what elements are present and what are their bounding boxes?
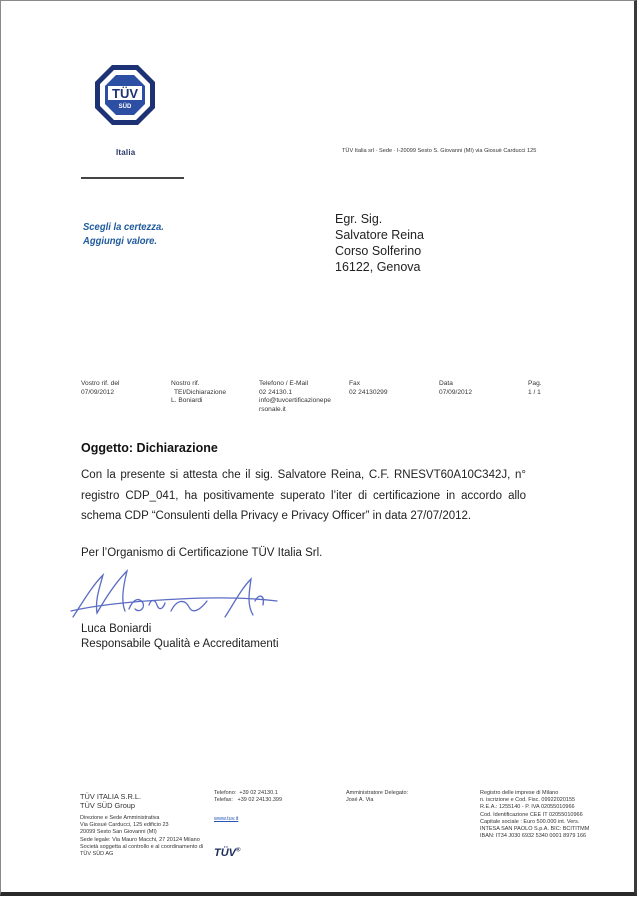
footer-line: 20099 Sesto San Giovanni (MI) [80,829,157,836]
footer-line: Via Giosuè Carducci, 125 edificio 23 [80,822,169,829]
tagline-line-2: Aggiungi valore. [83,235,158,247]
ref-label: Nostro rif. [171,380,200,387]
letter-body: Con la presente si attesta che il sig. Salvatore Reina, C.F. RNESVT60A10C342J, n° registro CDP_041, ha positivamente superato l’iter di certificazione in accordo allo schema CDP “Consulenti della Privacy e Privacy Officer” in data 27/07/2012. [81,469,526,522]
signer-role: Responsabile Qualità e Accreditamenti [81,638,279,650]
footer-line: Società soggetta al controllo e al coordinamento di [80,843,204,850]
ref-nostro [171,380,226,406]
ref-email: info@tuvcertificazionepe [259,397,331,404]
footer-line: Capitale sociale : Euro 500.000 int. Vers. [480,818,580,825]
footer-company [80,792,203,858]
recipient-block [335,211,424,275]
footer-registry [480,790,589,840]
footer-line: TÜV SÜD AG [80,851,114,858]
footer-line: Sede legale: Via Mauro Macchi, 27 20124 Milano [80,836,200,843]
tuv-wordmark-text: TÜV [214,847,236,859]
ref-fax [349,380,388,397]
ref-value: L. Boniardi [171,397,203,404]
logo-small-text: SÜD [118,104,132,110]
footer-company-name: TÜV ITALIA S.R.L. [80,792,142,801]
ref-email-cont: rsonale.it [259,405,286,413]
footer-management [346,790,408,804]
ref-value: 1 / 1 [528,388,541,396]
recipient-salutation: Egr. Sig. [335,212,383,226]
footer-line: R.E.A.: 1255140 - P. IVA 02055010966 [480,804,575,811]
footer-line: Registro delle imprese di Milano [480,790,559,796]
ref-label: Vostro rif. del [81,380,120,387]
tuv-logo [94,64,156,126]
ref-value: 07/09/2012 [81,388,115,396]
handwritten-signature [67,565,282,627]
footer-website-link[interactable]: www.tuv.it [214,816,239,823]
footer-line: n. iscrizione e Cod. Fisc. 09922020155 [480,797,576,804]
ref-data [439,380,472,397]
logo-text: TÜV [112,86,138,101]
header-divider [81,177,184,179]
signer-name: Luca Boniardi [81,623,152,635]
footer-fax: Telefax: +39 02 24130.399 [214,797,283,804]
recipient-city: 16122, Genova [335,260,421,274]
recipient-street: Corso Solferino [335,244,422,258]
organization-line: Per l’Organismo di Certificazione TÜV Italia Srl. [81,547,323,559]
ref-value: 07/09/2012 [439,388,473,396]
footer-contacts [214,790,282,824]
ref-value: 02 24130299 [349,388,388,396]
letter-subject: Oggetto: Dichiarazione [81,441,218,455]
header-address: TÜV Italia srl · Sede · I-20099 Sesto S. Giovanni (MI) via Giosuè Carducci 125 [342,148,537,154]
footer-line: Amministratore Delegato: [346,790,409,796]
footer-line: Cod. Identificazione CEE IT 02055010966 [480,811,583,818]
ref-telefono [259,380,331,414]
footer-group-name: TÜV SÜD Group [80,801,136,810]
footer-line: Direzione e Sede Amministrativa [80,815,160,821]
recipient-name: Salvatore Reina [335,228,424,242]
ref-value: 02 24130.1 [259,388,293,396]
ref-label: Fax [349,380,360,387]
logo-subtitle: Italia [116,148,136,157]
ref-pagina [528,380,542,397]
ref-vostro [81,380,119,397]
ref-label: Data [439,380,453,387]
footer-line: José A. Via [346,797,374,804]
ref-label: Telefono / E-Mail [259,380,309,387]
registered-mark: ® [236,847,241,854]
tagline [83,220,164,248]
footer-line: IBAN: IT34 J030 6932 5340 0001 8979 166 [480,833,587,840]
ref-value: TEI/Dichiarazione [174,388,227,396]
footer-line: INTESA SAN PAOLO S.p.A. BIC: BCITITMM [480,826,590,833]
footer-phone: Telefono: +39 02 24130.1 [214,790,278,796]
tuv-wordmark [214,847,240,859]
ref-label: Pag. [528,380,542,387]
tagline-line-1: Scegli la certezza. [83,221,164,233]
signer-block [81,622,279,652]
